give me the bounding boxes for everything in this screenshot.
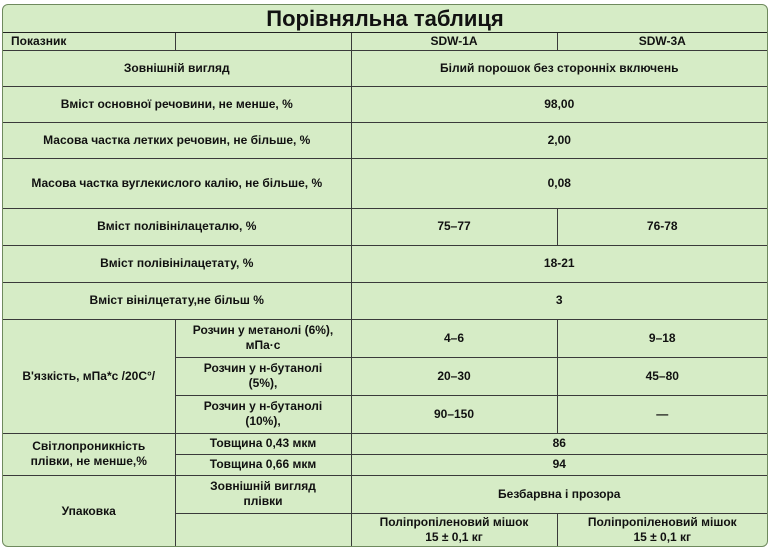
sub-label-line: (5%), [248,376,278,390]
row-label-light-transmission [3,433,175,475]
table-row [3,158,767,208]
table-title: Порівняльна таблиця [3,5,767,33]
value-line: 15 ± 0,1 кг [425,530,483,544]
table-row [3,208,767,245]
row-value-polyvinyl-acetate: 18-21 [351,245,767,282]
viscosity-value-b: 45–80 [557,357,767,395]
row-label-main-substance: Вміст основної речовини, не менше, % [3,86,351,122]
table-row [3,282,767,319]
header-row [3,33,767,50]
row-value-appearance: Білий порошок без сторонніх включень [351,50,767,86]
sub-label-line: Розчин у метанолі (6%), [192,323,334,337]
row-value-potassium-carbonate: 0,08 [351,158,767,208]
label-line: Зовнішній вигляд [210,479,316,493]
row-value-vinyl-acetate: 3 [351,282,767,319]
header-indicator: Показник [3,33,175,50]
table-row [3,475,767,513]
comparison-card [2,4,768,547]
row-label-film-appearance [175,475,351,513]
label-line: плівки [243,494,283,508]
viscosity-sub-label [175,319,351,357]
viscosity-sub-label [175,395,351,433]
light-sub-label: Товщина 0,43 мкм [175,433,351,454]
row-value-polyvinyl-acetal-b: 76-78 [557,208,767,245]
row-label-volatile: Масова частка летких речовин, не більше, % [3,122,351,158]
header-empty-cell [175,33,351,50]
viscosity-value-a: 4–6 [351,319,557,357]
light-sub-label: Товщина 0,66 мкм [175,454,351,475]
viscosity-value-b: — [557,395,767,433]
table-row [3,245,767,282]
row-label-vinyl-acetate: Вміст вінілцетату,не більш % [3,282,351,319]
sub-label-line: мПа·с [245,338,281,352]
header-sdw-1a: SDW-1A [351,33,557,50]
table-row [3,86,767,122]
packaging-value-a [351,513,557,547]
viscosity-value-b: 9–18 [557,319,767,357]
viscosity-value-a: 90–150 [351,395,557,433]
row-label-viscosity: В'язкість, мПа*с /20С°/ [3,319,175,433]
sub-label-line: Розчин у н-бутанолі [203,361,323,375]
light-value: 86 [351,433,767,454]
row-label-polyvinyl-acetate: Вміст полівінілацетату, % [3,245,351,282]
packaging-empty-cell [175,513,351,547]
row-label-polyvinyl-acetal: Вміст полівінілацеталю, % [3,208,351,245]
value-line: Поліпропіленовий мішок [379,515,529,529]
table-row [3,122,767,158]
sub-label-line: Розчин у н-бутанолі [203,399,323,413]
light-value: 94 [351,454,767,475]
row-value-main-substance: 98,00 [351,86,767,122]
label-line: плівки, не менше,% [30,454,147,468]
table-row [3,433,767,454]
row-label-packaging: Упаковка [3,475,175,547]
row-value-film-appearance: Безбарвна і прозора [351,475,767,513]
label-line: Світлопроникність [32,439,146,453]
comparison-table [3,33,767,547]
row-label-potassium-carbonate: Масова частка вуглекислого калію, не більше, % [3,158,351,208]
packaging-value-b [557,513,767,547]
header-sdw-3a: SDW-3A [557,33,767,50]
viscosity-value-a: 20–30 [351,357,557,395]
sub-label-line: (10%), [245,414,281,428]
value-line: 15 ± 0,1 кг [633,530,692,544]
row-label-appearance: Зовнішній вигляд [3,50,351,86]
viscosity-sub-label [175,357,351,395]
table-row [3,319,767,357]
row-value-polyvinyl-acetal-a: 75–77 [351,208,557,245]
row-value-volatile: 2,00 [351,122,767,158]
table-row [3,50,767,86]
value-line: Поліпропіленовий мішок [587,515,737,529]
